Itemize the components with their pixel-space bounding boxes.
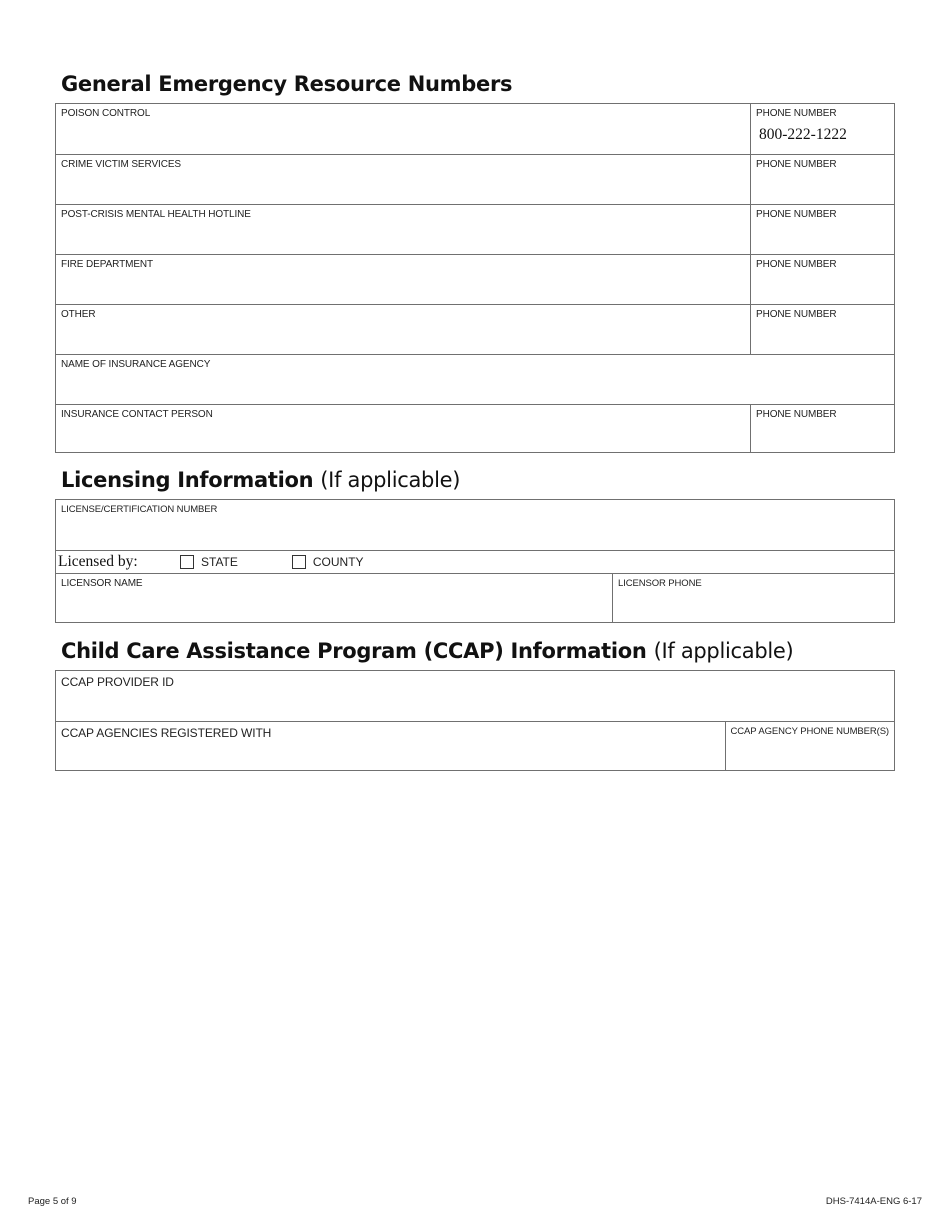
county-option <box>292 555 364 569</box>
crime-victim-phone-field[interactable] <box>750 155 894 204</box>
other-field[interactable] <box>56 305 750 354</box>
insurance-contact-label: INSURANCE CONTACT PERSON <box>61 409 213 420</box>
ccap-provider-id-field[interactable] <box>56 671 894 721</box>
mental-health-phone-label: PHONE NUMBER <box>756 209 837 220</box>
insurance-contact-field[interactable] <box>56 405 750 452</box>
ccap-agencies-row <box>56 721 894 770</box>
licensor-row <box>56 573 894 622</box>
license-number-label: LICENSE/CERTIFICATION NUMBER <box>61 504 218 515</box>
ccap-provider-id-label: CCAP PROVIDER ID <box>61 675 174 689</box>
other-phone-label: PHONE NUMBER <box>756 309 837 320</box>
fire-department-phone-label: PHONE NUMBER <box>756 259 837 270</box>
insurance-agency-row <box>56 354 894 404</box>
ccap-agency-phone-label: CCAP AGENCY PHONE NUMBER(S) <box>730 726 889 737</box>
emergency-row-fire-department <box>56 254 894 304</box>
insurance-phone-label: PHONE NUMBER <box>756 409 837 420</box>
insurance-phone-field[interactable] <box>750 405 894 452</box>
insurance-contact-row <box>56 404 894 452</box>
mental-health-phone-field[interactable] <box>750 205 894 254</box>
ccap-title-note: (If applicable) <box>653 639 794 663</box>
licensing-section-title <box>61 468 460 492</box>
ccap-title-bold: Child Care Assistance Program (CCAP) Information <box>61 639 647 663</box>
county-label: COUNTY <box>312 555 364 569</box>
county-checkbox[interactable] <box>292 555 306 569</box>
insurance-agency-field[interactable] <box>56 355 894 404</box>
licensor-name-field[interactable] <box>56 574 612 622</box>
ccap-provider-id-row <box>56 671 894 721</box>
crime-victim-phone-label: PHONE NUMBER <box>756 159 837 170</box>
ccap-section-title <box>61 639 793 663</box>
licensed-by-row <box>56 550 894 573</box>
other-label: OTHER <box>61 309 96 320</box>
poison-control-phone-field[interactable] <box>750 104 894 154</box>
emergency-title-text: General Emergency Resource Numbers <box>61 72 513 96</box>
licensed-by-group <box>56 551 418 573</box>
licensed-by-label: Licensed by: <box>58 553 138 570</box>
other-phone-field[interactable] <box>750 305 894 354</box>
licensor-phone-label: LICENSOR PHONE <box>618 578 702 589</box>
license-number-row <box>56 500 894 550</box>
poison-control-phone-value: 800-222-1222 <box>759 126 847 143</box>
fire-department-phone-field[interactable] <box>750 255 894 304</box>
ccap-agency-phone-field[interactable] <box>725 722 894 770</box>
licensing-title-bold: Licensing Information <box>61 468 314 492</box>
licensor-phone-field[interactable] <box>612 574 894 622</box>
licensor-name-label: LICENSOR NAME <box>61 578 143 589</box>
crime-victim-services-field[interactable] <box>56 155 750 204</box>
license-number-field[interactable] <box>56 500 894 550</box>
mental-health-hotline-label: POST-CRISIS MENTAL HEALTH HOTLINE <box>61 209 251 220</box>
emergency-section-title <box>61 72 512 96</box>
poison-control-phone-label: PHONE NUMBER <box>756 108 837 119</box>
mental-health-hotline-field[interactable] <box>56 205 750 254</box>
emergency-row-poison-control <box>56 104 894 154</box>
state-option <box>180 555 238 569</box>
licensing-title-note: (If applicable) <box>320 468 461 492</box>
emergency-row-mental-health <box>56 204 894 254</box>
fire-department-label: FIRE DEPARTMENT <box>61 259 154 270</box>
poison-control-label: POISON CONTROL <box>61 108 151 119</box>
page-number: Page 5 of 9 <box>28 1196 77 1207</box>
poison-control-field[interactable] <box>56 104 750 154</box>
state-checkbox[interactable] <box>180 555 194 569</box>
ccap-table <box>55 670 895 771</box>
fire-department-field[interactable] <box>56 255 750 304</box>
ccap-agencies-field[interactable] <box>56 722 725 770</box>
emergency-row-other <box>56 304 894 354</box>
crime-victim-services-label: CRIME VICTIM SERVICES <box>61 159 181 170</box>
form-id: DHS-7414A-ENG 6-17 <box>825 1196 922 1207</box>
licensing-table <box>55 499 895 623</box>
emergency-resources-table <box>55 103 895 453</box>
state-label: STATE <box>201 555 238 569</box>
ccap-agencies-label: CCAP AGENCIES REGISTERED WITH <box>61 726 272 740</box>
emergency-row-crime-victim <box>56 154 894 204</box>
insurance-agency-label: NAME OF INSURANCE AGENCY <box>61 359 211 370</box>
